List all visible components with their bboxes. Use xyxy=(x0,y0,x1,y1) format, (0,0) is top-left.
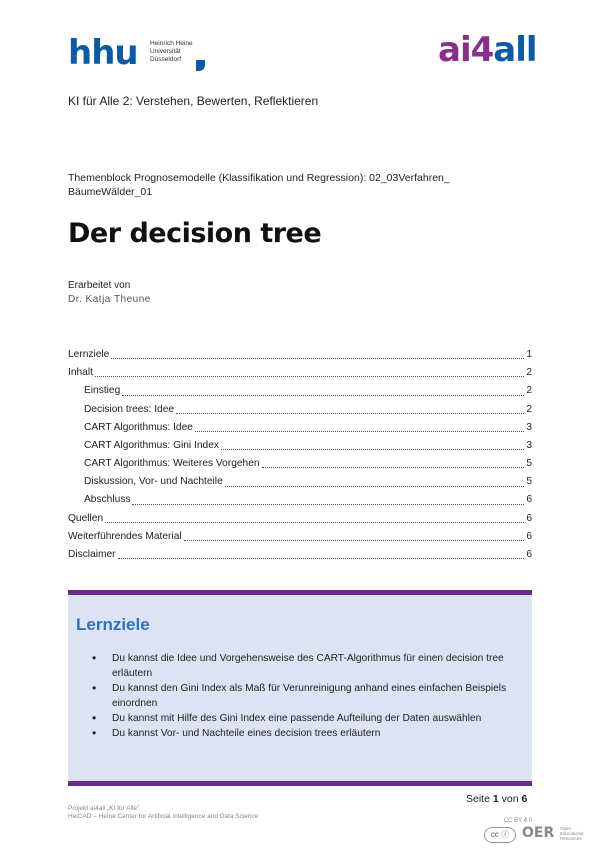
toc-entry[interactable] xyxy=(68,382,532,400)
toc-leader xyxy=(221,449,524,450)
hhu-sub-line: Universität xyxy=(150,48,181,55)
toc-page: 6 xyxy=(526,530,532,542)
toc-entry[interactable] xyxy=(68,364,532,382)
toc-entry[interactable] xyxy=(68,419,532,437)
oer-text-line: Open xyxy=(560,826,572,831)
toc-entry[interactable] xyxy=(68,528,532,546)
toc-label: Quellen xyxy=(68,512,104,524)
footer-project-line: Projekt ai4all „KI für Alle" xyxy=(68,805,140,812)
oer-text xyxy=(560,826,584,841)
learning-goals-list xyxy=(90,651,520,741)
toc-entry[interactable] xyxy=(68,473,532,491)
toc-entry[interactable] xyxy=(68,455,532,473)
toc-leader xyxy=(195,431,524,432)
creative-commons-icon: cc ⓘ xyxy=(484,827,516,843)
toc-leader xyxy=(184,540,525,541)
page-prefix: Seite xyxy=(466,793,490,805)
toc-leader xyxy=(118,558,525,559)
toc-page: 2 xyxy=(526,385,532,397)
toc-leader xyxy=(122,395,524,396)
course-title: KI für Alle 2: Verstehen, Bewerten, Reflektieren xyxy=(68,94,319,108)
author-label: Erarbeitet von xyxy=(68,280,131,291)
toc-label: Decision trees: Idee xyxy=(84,403,175,415)
hhu-logo xyxy=(68,33,218,76)
toc-page: 3 xyxy=(526,421,532,433)
toc-leader xyxy=(105,522,524,523)
ai4all-logo xyxy=(438,30,548,70)
toc-label: Diskussion, Vor- und Nachteile xyxy=(84,476,223,488)
hhu-logo-mark xyxy=(196,60,205,71)
ai4all-logo-part: ai4 xyxy=(438,30,494,70)
toc-leader xyxy=(132,504,524,505)
oer-logo xyxy=(522,825,584,843)
learning-goals-title: Lernziele xyxy=(76,615,150,634)
toc-leader xyxy=(176,413,524,414)
learning-goal-item: • Du kannst mit Hilfe des Gini Index eine passende Aufteilung der Daten auswählen xyxy=(90,711,520,726)
toc-entry[interactable] xyxy=(68,510,532,528)
document-title: Der decision tree xyxy=(68,218,322,249)
oer-text-line: Educational xyxy=(560,831,584,836)
toc-page: 2 xyxy=(526,403,532,415)
page-total: 6 xyxy=(521,793,528,805)
toc-leader xyxy=(262,467,525,468)
hhu-subtitle xyxy=(150,40,193,64)
page-current: 1 xyxy=(492,793,499,805)
toc-page: 6 xyxy=(526,549,532,561)
toc-entry[interactable] xyxy=(68,546,532,564)
toc-page: 5 xyxy=(526,458,532,470)
hhu-wordmark: hhu xyxy=(68,33,138,73)
toc-page: 3 xyxy=(526,439,532,451)
learning-goal-item: • Du kannst Vor- und Nachteile eines decision trees erläutern xyxy=(90,726,520,741)
page-number xyxy=(466,793,527,805)
author-name: Dr. Katja Theune xyxy=(68,294,151,305)
toc-page: 2 xyxy=(526,367,532,379)
toc-leader xyxy=(111,358,524,359)
license-label[interactable]: CC BY 4.0 xyxy=(503,818,532,824)
toc-label: Einstieg xyxy=(84,385,121,397)
page-mid: von xyxy=(501,793,519,805)
toc-page: 1 xyxy=(526,348,532,360)
footer-project-line: HeiCAD – Heine Center for Artificial Intelligence and Data Science xyxy=(68,813,259,820)
learning-goals-box xyxy=(68,590,532,786)
toc-label: Abschluss xyxy=(84,494,131,506)
toc-label: CART Algorithmus: Gini Index xyxy=(84,439,219,451)
toc-entry[interactable] xyxy=(68,492,532,510)
hhu-sub-line: Heinrich Heine xyxy=(150,40,193,47)
oer-mark: OER xyxy=(522,825,555,841)
toc-leader xyxy=(225,486,525,487)
theme-block-line: Themenblock Prognosemodelle (Klassifikation und Regression): 02_03Verfahren_ BäumeWälder_01 xyxy=(68,172,450,198)
toc-label: Lernziele xyxy=(68,348,110,360)
toc-label: CART Algorithmus: Idee xyxy=(84,421,193,433)
toc-label: Disclaimer xyxy=(68,549,116,561)
toc-label: CART Algorithmus: Weiteres Vorgehen xyxy=(84,458,260,470)
hhu-sub-line: Düsseldorf xyxy=(150,56,182,63)
learning-goal-item: • Du kannst die Idee und Vorgehensweise des CART-Algorithmus für einen decision tree erläutern xyxy=(90,651,520,681)
toc-entry[interactable] xyxy=(68,346,532,364)
toc-entry[interactable] xyxy=(68,437,532,455)
table-of-contents xyxy=(68,346,532,564)
learning-goal-item: • Du kannst den Gini Index als Maß für Verunreinigung anhand eines einfachen Beispiels einordnen xyxy=(90,681,520,711)
toc-page: 6 xyxy=(526,512,532,524)
toc-entry[interactable] xyxy=(68,401,532,419)
oer-text-line: Resources xyxy=(560,836,582,841)
footer-project-info xyxy=(68,805,258,821)
toc-label: Inhalt xyxy=(68,367,93,379)
toc-page: 6 xyxy=(526,494,532,506)
toc-label: Weiterführendes Material xyxy=(68,530,182,542)
toc-leader xyxy=(95,376,524,377)
ai4all-logo-part: all xyxy=(493,30,537,70)
toc-page: 5 xyxy=(526,476,532,488)
